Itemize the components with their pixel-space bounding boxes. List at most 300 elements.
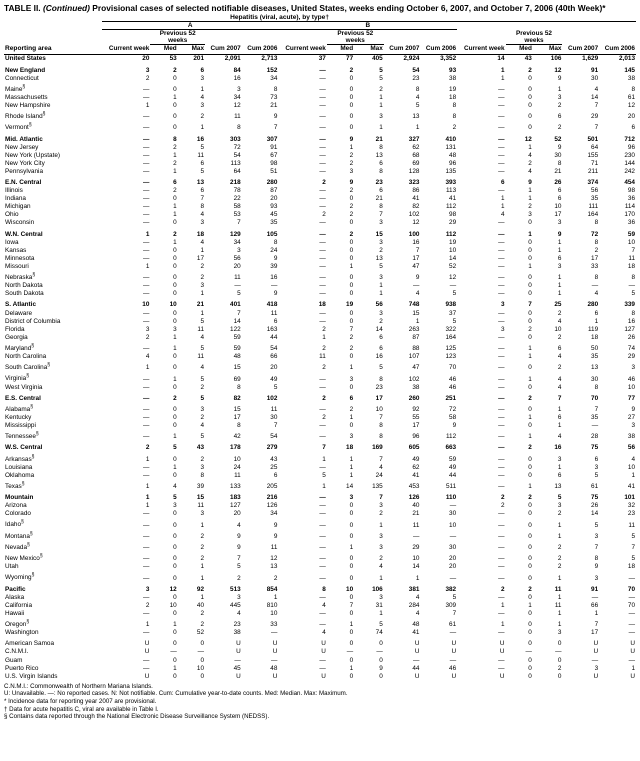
row-cell: 5 — [452, 317, 457, 325]
header-max-b: Max — [370, 45, 383, 53]
row-cell: 4 — [145, 353, 150, 361]
row-cell: 513 — [230, 585, 241, 593]
row-cell: 13 — [591, 364, 599, 372]
row-cell: — — [142, 521, 150, 529]
row-cell: 0 — [528, 383, 532, 391]
row-cell: 3 — [379, 502, 383, 510]
row-cell: 0 — [173, 414, 177, 422]
row-cell: 3 — [349, 375, 354, 383]
row-cell: 0 — [528, 219, 532, 227]
header-cum2006-b: Cum 2006 — [425, 45, 457, 53]
table-row — [4, 610, 636, 618]
row-cell: 5 — [631, 290, 635, 298]
row-cell: 0 — [173, 629, 177, 637]
row-cell: 29 — [591, 113, 599, 121]
row-cell: — — [142, 574, 150, 582]
row-cell: 41 — [627, 483, 635, 491]
row-cell: U — [630, 640, 635, 648]
header-group-row — [4, 14, 636, 22]
row-area-label: Montana§ — [5, 530, 33, 540]
row-cell: 0 — [349, 510, 354, 518]
row-cell: 1 — [200, 563, 205, 571]
row-cell: 88 — [412, 345, 420, 353]
row-cell: 41 — [412, 471, 420, 479]
table-row — [4, 168, 636, 176]
row-cell: 3 — [349, 433, 354, 441]
row-cell: — — [498, 574, 505, 582]
row-cell: 453 — [408, 483, 420, 491]
row-cell: 50 — [591, 345, 599, 353]
row-cell: 0 — [173, 609, 177, 617]
row-cell: 72 — [591, 230, 599, 238]
row-cell: 11 — [197, 502, 205, 510]
table-row — [4, 657, 636, 665]
row-cell: — — [142, 563, 150, 571]
row-cell: 7 — [415, 246, 420, 254]
row-cell: U — [236, 640, 241, 648]
row-area-label: New York City — [5, 159, 45, 167]
row-cell: 3 — [145, 325, 150, 333]
row-cell: — — [498, 102, 505, 109]
row-cell: U — [630, 672, 635, 680]
table-row — [4, 618, 636, 629]
row-cell: 59 — [233, 333, 241, 341]
row-cell: 135 — [445, 167, 457, 175]
row-cell: 44 — [449, 471, 457, 479]
row-cell: 13 — [270, 563, 278, 571]
row-cell: 5 — [322, 471, 326, 479]
row-cell: — — [591, 656, 599, 664]
row-cell: 401 — [230, 301, 241, 309]
row-cell: — — [271, 629, 278, 637]
row-cell: 2 — [349, 151, 354, 159]
row-cell: — — [498, 167, 505, 175]
row-cell: — — [498, 151, 505, 159]
row-area-label: American Samoa — [5, 640, 55, 648]
row-cell: 6 — [557, 471, 562, 479]
row-cell: 10 — [346, 585, 354, 593]
row-area-label: Hawaii — [5, 609, 25, 617]
row-cell: 1 — [500, 195, 505, 203]
row-cell: 29 — [412, 544, 420, 552]
page-title: TABLE II. (Continued) Provisional cases of selected notifiable diseases, United States, weeks ending October 6, 2007, and October 7, 2006 (40th Week)* — [4, 3, 606, 13]
row-cell: 4 — [557, 375, 562, 383]
row-area-label: S. Atlantic — [5, 301, 37, 309]
row-cell: 0 — [349, 502, 354, 510]
row-cell: 2 — [349, 345, 354, 353]
row-cell: 2 — [322, 345, 326, 353]
row-cell: 0 — [528, 309, 532, 317]
row-cell: 9 — [594, 563, 599, 571]
row-cell: — — [142, 656, 150, 664]
row-cell: 3 — [237, 246, 241, 254]
row-cell: 0 — [528, 282, 532, 290]
row-cell: U — [144, 648, 150, 656]
row-cell: — — [498, 629, 505, 637]
row-cell: 119 — [587, 325, 599, 333]
row-cell: 70 — [591, 394, 599, 402]
table-row — [4, 552, 636, 563]
row-cell: 4 — [594, 290, 599, 298]
row-cell: 748 — [408, 301, 420, 309]
row-cell: 47 — [412, 364, 420, 372]
row-cell: 14 — [346, 483, 354, 491]
row-cell: 11 — [412, 521, 420, 529]
row-cell: 1 — [173, 621, 177, 629]
row-cell: 1 — [145, 262, 150, 270]
row-cell: — — [319, 593, 326, 601]
row-cell: — — [498, 187, 505, 195]
row-cell: U — [499, 640, 505, 648]
row-cell: 19 — [346, 301, 354, 309]
header-current-week-b: Current week — [285, 45, 326, 53]
row-cell: 3 — [379, 544, 383, 552]
row-cell: 12 — [554, 66, 562, 74]
row-cell: 7 — [379, 414, 383, 422]
row-cell: 4 — [594, 85, 599, 93]
row-cell: 6 — [500, 179, 505, 186]
row-cell: 1 — [379, 93, 383, 101]
row-cell: 10 — [627, 238, 635, 246]
row-cell: 43 — [270, 455, 278, 463]
table-row — [4, 55, 636, 64]
row-cell: 1 — [528, 195, 532, 203]
row-cell: 12 — [449, 274, 457, 282]
row-cell: — — [413, 656, 420, 664]
row-cell: — — [449, 574, 457, 582]
row-cell: 7 — [349, 601, 354, 609]
row-cell: 854 — [266, 585, 278, 593]
row-cell: — — [319, 433, 326, 441]
row-cell: 1 — [173, 203, 177, 211]
row-cell: 4 — [557, 353, 562, 361]
row-cell: — — [234, 656, 241, 664]
row-cell: — — [142, 555, 150, 563]
row-cell: 0 — [173, 544, 177, 552]
row-cell: 18 — [318, 301, 326, 309]
row-cell: 56 — [233, 254, 241, 262]
row-cell: — — [319, 510, 326, 518]
row-cell: — — [319, 502, 326, 510]
row-cell: 8 — [379, 433, 383, 441]
row-area-label: Tennessee§ — [5, 431, 39, 441]
row-cell: 4 — [322, 601, 326, 609]
table-row — [4, 121, 636, 132]
row-cell: 46 — [449, 383, 457, 391]
row-cell: 23 — [627, 510, 635, 518]
row-cell: 30 — [449, 544, 457, 552]
row-cell: 0 — [528, 510, 532, 518]
row-cell: 29 — [627, 353, 635, 361]
row-cell: 64 — [233, 167, 241, 175]
row-cell: 11 — [554, 585, 562, 593]
row-cell: 5 — [200, 317, 205, 325]
row-cell: 4 — [200, 238, 205, 246]
row-area-label: Iowa — [5, 238, 19, 246]
row-cell: — — [498, 238, 505, 246]
row-cell: 3 — [173, 325, 177, 333]
row-cell: — — [142, 195, 150, 203]
row-cell: — — [319, 290, 326, 298]
row-cell: 0 — [528, 93, 532, 101]
row-cell: 1 — [173, 375, 177, 383]
row-cell: 0 — [528, 609, 532, 617]
row-cell: 72 — [233, 143, 241, 151]
row-cell: 284 — [408, 601, 420, 609]
row-cell: — — [319, 544, 326, 552]
row-cell: 26 — [591, 502, 599, 510]
row-cell: — — [498, 353, 505, 361]
row-cell: — — [142, 609, 150, 617]
row-area-label: Oregon§ — [5, 619, 30, 629]
row-cell: 0 — [200, 672, 205, 680]
row-cell: 663 — [445, 444, 457, 452]
row-cell: U — [451, 672, 457, 680]
row-cell: 1 — [557, 593, 562, 601]
row-cell: 5 — [452, 593, 457, 601]
row-cell: 38 — [627, 74, 635, 82]
row-cell: 3 — [200, 510, 205, 518]
row-cell: 7 — [594, 102, 599, 109]
header-prev52-legionellosis: Previous 52 weeks — [506, 30, 563, 45]
row-cell: 8 — [594, 383, 599, 391]
table-row — [4, 110, 636, 121]
table-row — [4, 510, 636, 518]
row-cell: — — [319, 203, 326, 211]
row-cell: 9 — [528, 179, 532, 186]
row-cell: 17 — [412, 422, 420, 430]
row-cell: — — [142, 405, 150, 413]
row-cell: 6 — [173, 179, 177, 186]
row-area-label: New Mexico§ — [5, 553, 43, 563]
row-cell: 4 — [415, 593, 420, 601]
row-cell: — — [142, 544, 150, 552]
footnote-1: U: Unavailable. —: No reported cases. N: Not notifiable. Cum: Cumulative year-to-date counts. Med: Median. Max: Maximum. — [4, 690, 348, 698]
row-cell: 0 — [528, 532, 532, 540]
row-cell: 2 — [145, 444, 150, 452]
row-cell: 10 — [375, 405, 383, 413]
row-cell: 41 — [412, 195, 420, 203]
row-cell: — — [498, 394, 505, 402]
row-cell: 501 — [587, 135, 599, 143]
row-area-label: Nebraska§ — [5, 272, 36, 282]
row-cell: 0 — [528, 274, 532, 282]
row-cell: 2 — [145, 333, 150, 341]
row-area-label: Mid. Atlantic — [5, 135, 43, 143]
row-cell: 1 — [500, 601, 505, 609]
row-cell: 1 — [349, 621, 354, 629]
row-cell: 2 — [557, 664, 562, 672]
row-cell: 0 — [173, 102, 177, 109]
row-cell: 0 — [173, 246, 177, 254]
row-cell: 61 — [627, 93, 635, 101]
row-cell: 3 — [349, 494, 354, 502]
row-cell: 18 — [346, 444, 354, 452]
row-cell: 205 — [266, 483, 278, 491]
row-cell: 1 — [349, 262, 354, 270]
row-cell: — — [142, 219, 150, 227]
row-area-label: Utah — [5, 563, 19, 571]
row-cell: 0 — [173, 640, 177, 648]
row-cell: 445 — [230, 601, 241, 609]
row-area-label: Pacific — [5, 585, 26, 593]
row-cell: 64 — [591, 143, 599, 151]
row-area-label: New Hampshire — [5, 102, 51, 109]
row-cell: 5 — [631, 555, 635, 563]
row-cell: 11 — [197, 151, 205, 159]
row-cell: — — [319, 124, 326, 132]
row-cell: 70 — [449, 364, 457, 372]
row-cell: — — [142, 85, 150, 93]
row-cell: 0 — [349, 353, 354, 361]
row-cell: 62 — [412, 143, 420, 151]
row-cell: 129 — [230, 230, 241, 238]
row-cell: 111 — [588, 203, 599, 211]
header-current-week-leg: Current week — [464, 45, 505, 53]
row-cell: — — [498, 555, 505, 563]
row-cell: — — [449, 282, 457, 290]
row-cell: 1 — [415, 317, 420, 325]
row-cell: 2 — [145, 74, 150, 82]
row-cell: 2 — [322, 325, 326, 333]
row-cell: 2 — [349, 405, 354, 413]
row-cell: — — [142, 471, 150, 479]
row-cell: 1 — [145, 455, 150, 463]
table-row — [4, 136, 636, 144]
row-cell: 9 — [557, 230, 562, 238]
row-cell: — — [498, 113, 505, 121]
row-area-label: Maine§ — [5, 83, 26, 93]
row-cell: 5 — [594, 471, 599, 479]
header-max-a: Max — [191, 45, 205, 53]
row-cell: 2 — [173, 230, 177, 238]
row-cell: 34 — [233, 93, 241, 101]
row-cell: U — [451, 648, 457, 656]
row-cell: 0 — [528, 364, 532, 372]
row-cell: 0 — [528, 246, 532, 254]
row-cell: 7 — [631, 544, 635, 552]
row-cell: 6 — [379, 159, 383, 167]
row-cell: — — [319, 254, 326, 262]
table-row — [4, 430, 636, 441]
row-cell: 0 — [173, 254, 177, 262]
row-cell: 14 — [591, 93, 599, 101]
row-cell: 938 — [445, 301, 457, 309]
row-cell: 4 — [237, 521, 241, 529]
row-cell: 0 — [173, 317, 177, 325]
row-cell: 0 — [173, 471, 177, 479]
row-area-label: Delaware — [5, 309, 32, 317]
row-cell: 7 — [379, 211, 383, 219]
row-cell: 0 — [528, 521, 532, 529]
row-cell: 9 — [557, 143, 562, 151]
row-area-label: California — [5, 601, 32, 609]
row-cell: 10 — [412, 555, 420, 563]
row-cell: 8 — [237, 422, 241, 430]
row-cell: 7 — [379, 455, 383, 463]
row-cell: 18 — [591, 333, 599, 341]
row-cell: 58 — [449, 414, 457, 422]
row-cell: 32 — [627, 502, 635, 510]
row-cell: U — [414, 672, 420, 680]
row-cell: 0 — [349, 85, 354, 93]
table-row — [4, 271, 636, 282]
table-row — [4, 453, 636, 464]
row-cell: 1 — [631, 664, 635, 672]
row-cell: 127 — [230, 502, 241, 510]
row-cell: 3 — [631, 422, 635, 430]
row-cell: 106 — [550, 55, 562, 63]
row-cell: 2 — [528, 494, 532, 502]
row-cell: 0 — [173, 282, 177, 290]
row-cell: 5 — [200, 433, 205, 441]
row-cell: 0 — [349, 102, 354, 109]
row-cell: 122 — [230, 325, 241, 333]
row-cell: 41 — [412, 629, 420, 637]
row-cell: 23 — [375, 383, 383, 391]
row-cell: 6 — [594, 455, 599, 463]
row-cell: 67 — [270, 151, 278, 159]
row-cell: 54 — [270, 345, 278, 353]
row-cell: 91 — [270, 143, 278, 151]
table-row — [4, 361, 636, 372]
row-cell: 25 — [270, 463, 278, 471]
row-cell: 1 — [379, 124, 383, 132]
row-cell: 418 — [266, 301, 278, 309]
row-cell: 5 — [200, 394, 205, 402]
row-cell: — — [142, 309, 150, 317]
row-cell: — — [498, 656, 505, 664]
row-cell: 69 — [233, 375, 241, 383]
row-cell: 49 — [449, 463, 457, 471]
row-cell: 52 — [196, 629, 205, 637]
row-cell: U — [321, 672, 326, 680]
row-cell: 1 — [322, 455, 326, 463]
row-cell: 0 — [173, 521, 177, 529]
row-cell: 2 — [379, 555, 383, 563]
row-cell: 1 — [145, 102, 150, 109]
row-cell: 0 — [528, 593, 532, 601]
row-cell: U — [236, 648, 241, 656]
row-cell: — — [498, 483, 505, 491]
row-cell: 11 — [197, 353, 205, 361]
row-cell: — — [142, 135, 150, 143]
table-body — [4, 55, 636, 681]
table-row — [4, 187, 636, 195]
row-cell: 102 — [266, 394, 278, 402]
row-cell: 56 — [591, 187, 599, 195]
row-cell: — — [498, 85, 505, 93]
header-cum2006-leg: Cum 2006 — [604, 45, 635, 53]
row-cell: 1 — [557, 290, 562, 298]
row-cell: — — [591, 422, 599, 430]
row-cell: 28 — [591, 433, 599, 441]
row-area-label: Puerto Rico — [5, 664, 39, 672]
header-med-a: Med — [163, 45, 177, 53]
row-cell: — — [498, 124, 505, 132]
row-cell: 1 — [173, 345, 177, 353]
row-cell: 381 — [408, 585, 420, 593]
table-row — [4, 342, 636, 353]
row-cell: 454 — [624, 179, 635, 186]
row-cell: 12 — [169, 585, 177, 593]
row-cell: 5 — [200, 143, 205, 151]
header-hepatitis-b: B — [278, 22, 457, 30]
row-cell: 8 — [200, 203, 205, 211]
row-cell: 2 — [528, 203, 532, 211]
row-cell: — — [142, 238, 150, 246]
row-cell: 1 — [349, 414, 354, 422]
